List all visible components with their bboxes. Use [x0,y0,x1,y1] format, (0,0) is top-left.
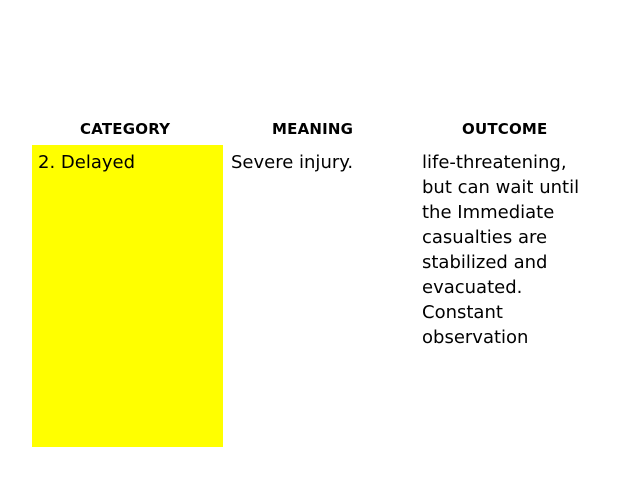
outcome-line: observation [422,327,529,348]
header-category: CATEGORY [80,120,171,138]
outcome-line: Constant [422,302,503,323]
header-meaning: MEANING [272,120,354,138]
category-cell-highlight [32,145,223,447]
outcome-line: stabilized and [422,252,548,273]
header-outcome: OUTCOME [462,120,548,138]
outcome-line: casualties are [422,227,548,248]
category-value: 2. Delayed [38,152,136,173]
outcome-value [422,150,627,350]
outcome-line: but can wait until [422,177,580,198]
outcome-line: evacuated. [422,277,523,298]
outcome-line: life-threatening, [422,152,567,173]
meaning-value: Severe injury. [231,152,354,173]
outcome-line: the Immediate [422,202,555,223]
